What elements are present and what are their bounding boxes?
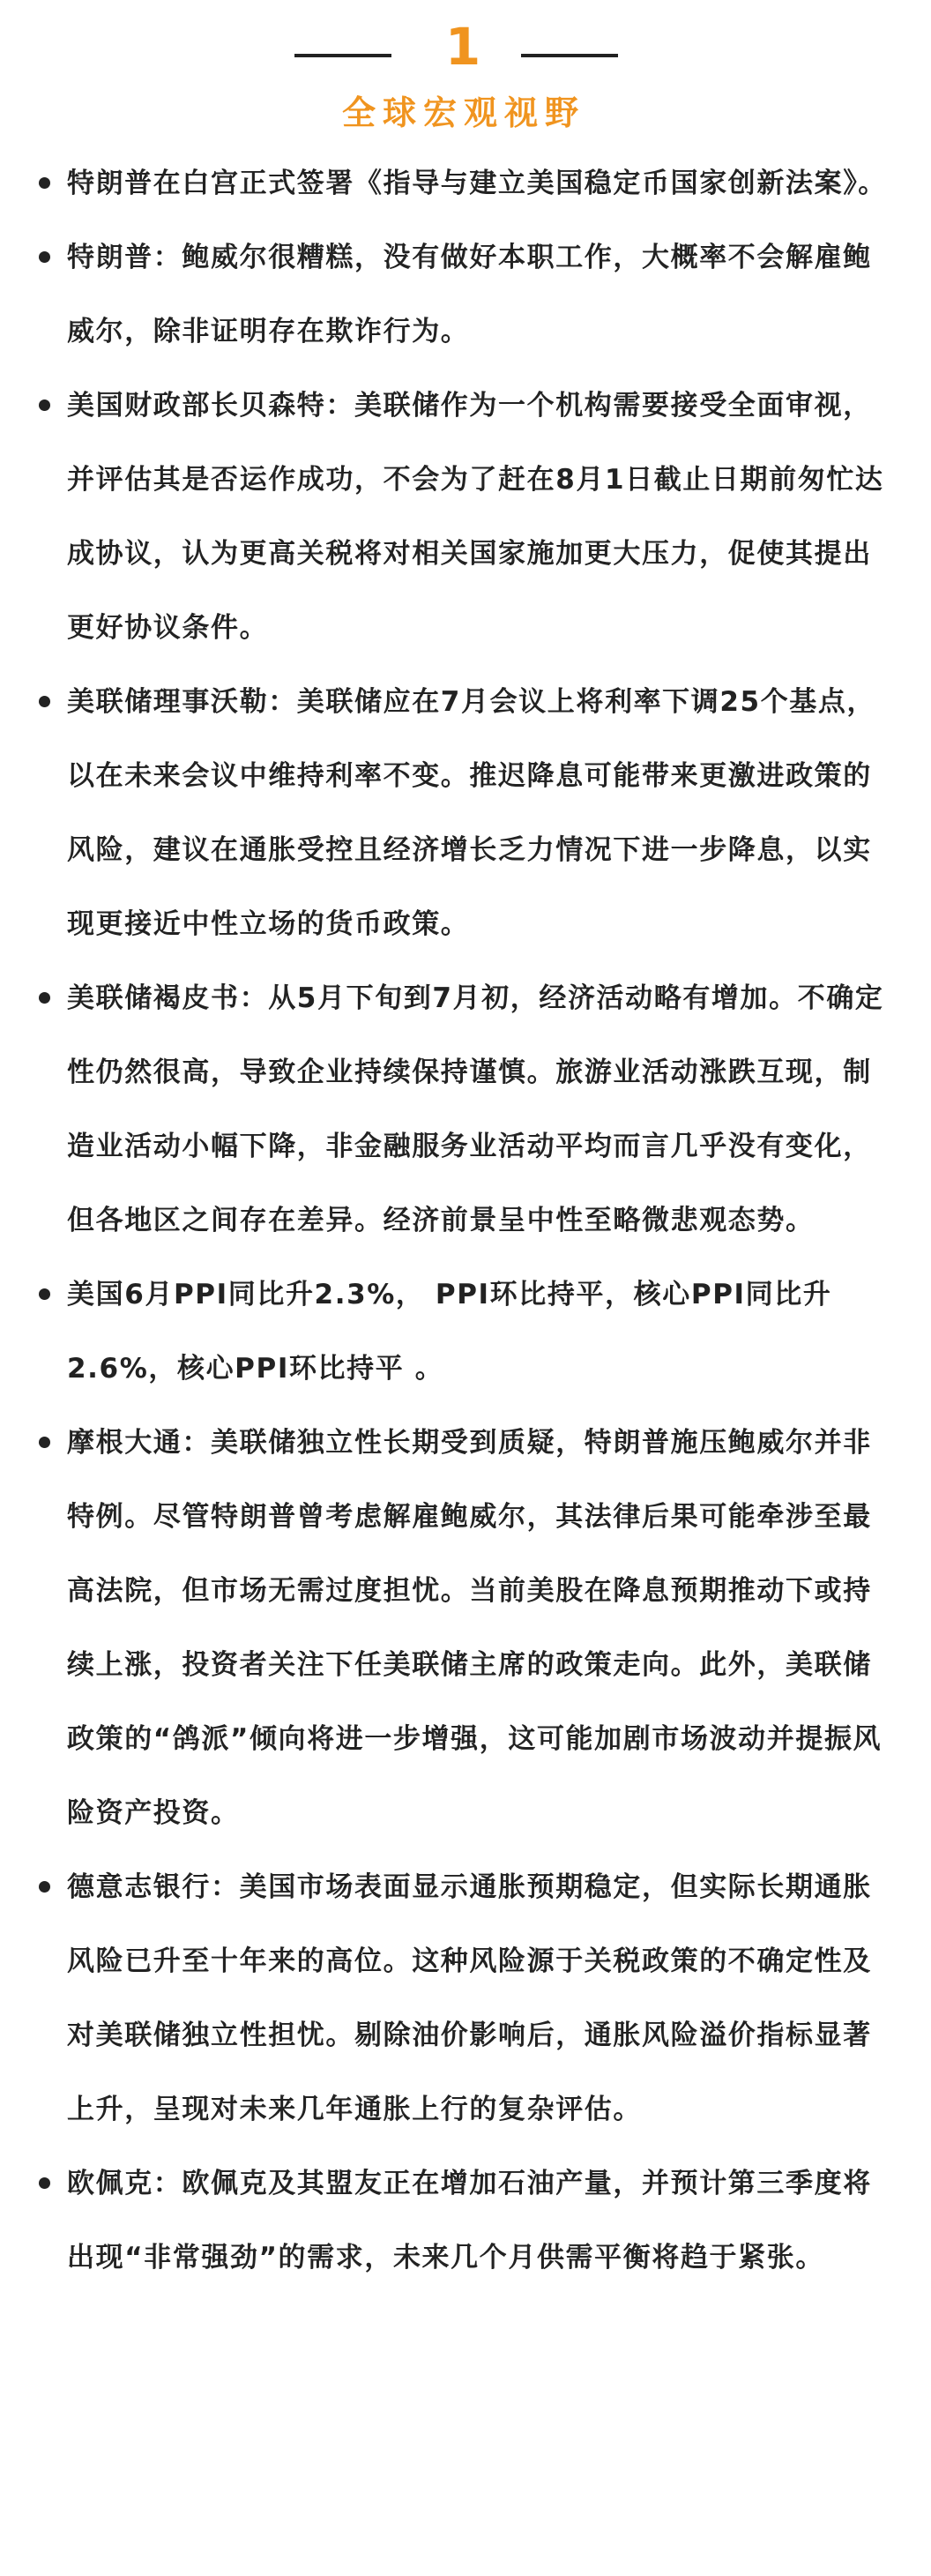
section-header — [35, 0, 892, 146]
bullet-icon — [39, 1881, 50, 1893]
section-title: 全球宏观视野 — [341, 93, 585, 132]
news-item-text: 特朗普：鲍威尔很糟糕，没有做好本职工作，大概率不会解雇鲍威尔，除非证明存在欺诈行为。 — [67, 242, 872, 347]
news-item — [35, 1406, 892, 1850]
news-item-text: 摩根大通：美联储独立性长期受到质疑，特朗普施压鲍威尔并非特例。尽管特朗普曾考虑解雇鲍威尔，其法律后果可能牵涉至最高法院，但市场无需过度担忧。当前美股在降息预期推动下或持续上涨，投资者关注下任美联储主席的政策走向。此外，美联储政策的“鸽派”倾向将进一步增强，这可能加剧市场波动并提振风险资产投资。 — [67, 1427, 883, 1829]
news-item-text: 美联储褐皮书：从5月下旬到7月初，经济活动略有增加。不确定性仍然很高，导致企业持续保持谨慎。旅游业活动涨跌互现，制造业活动小幅下降，非金融服务业活动平均而言几乎没有变化，但各地区之间存在差异。经济前景呈中性至略微悲观态势。 — [67, 982, 884, 1236]
news-item — [35, 961, 892, 1258]
news-item-text: 美国财政部长贝森特：美联储作为一个机构需要接受全面审视，并评估其是否运作成功，不会为了赶在8月1日截止日期前匆忙达成协议，认为更高关税将对相关国家施加更大压力，促使其提出更好协议条件。 — [67, 390, 884, 644]
news-item — [35, 2147, 892, 2295]
news-item-text: 美国6月PPI同比升2.3%， PPI环比持平，核心PPI同比升2.6%，核心PPI环比持平 。 — [67, 1279, 832, 1385]
bullet-icon — [39, 399, 50, 411]
news-item — [35, 1258, 892, 1406]
news-list — [35, 146, 892, 2295]
bullet-icon — [39, 177, 50, 189]
news-item — [35, 1850, 892, 2147]
bullet-icon — [39, 992, 50, 1004]
news-item — [35, 146, 892, 220]
header-divider-right — [521, 54, 618, 57]
news-item — [35, 369, 892, 665]
bullet-icon — [39, 696, 50, 707]
section-number: 1 — [444, 17, 483, 77]
news-item — [35, 220, 892, 369]
news-item — [35, 665, 892, 961]
bullet-icon — [39, 1288, 50, 1300]
news-item-text: 欧佩克：欧佩克及其盟友正在增加石油产量，并预计第三季度将出现“非常强劲”的需求，未来几个月供需平衡将趋于紧张。 — [67, 2168, 872, 2274]
news-item-text: 特朗普在白宫正式签署《指导与建立美国稳定币国家创新法案》。 — [67, 168, 887, 199]
news-item-text: 美联储理事沃勒：美联储应在7月会议上将利率下调25个基点，以在未来会议中维持利率不变。推迟降息可能带来更激进政策的风险，建议在通胀受控且经济增长乏力情况下进一步降息，以实现更接近中性立场的货币政策。 — [67, 686, 876, 940]
bullet-icon — [39, 2177, 50, 2189]
bullet-icon — [39, 251, 50, 263]
news-item-text: 德意志银行：美国市场表面显示通胀预期稳定，但实际长期通胀风险已升至十年来的高位。这种风险源于关税政策的不确定性及对美联储独立性担忧。剔除油价影响后，通胀风险溢价指标显著上升，呈现对未来几年通胀上行的复杂评估。 — [67, 1871, 872, 2125]
bullet-icon — [39, 1437, 50, 1448]
